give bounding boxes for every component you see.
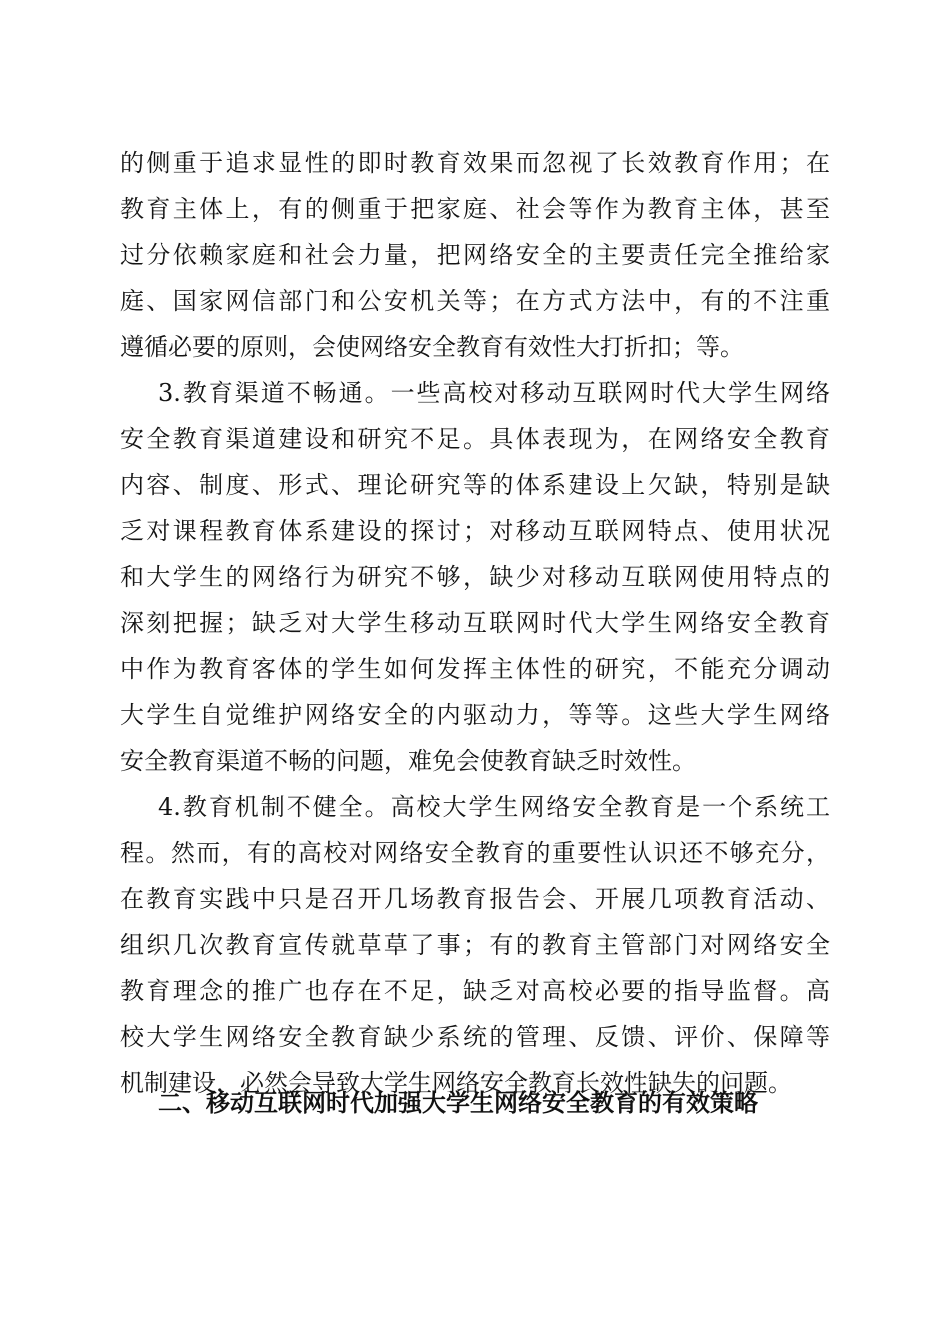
paragraph-line: 乏对课程教育体系建设的探讨；对移动互联网特点、使用状况 xyxy=(120,517,830,545)
paragraph-line: 遵循必要的原则，会使网络安全教育有效性大打折扣；等。 xyxy=(120,333,744,361)
paragraph-line: 的侧重于追求显性的即时教育效果而忽视了长效教育作用；在 xyxy=(120,149,830,177)
paragraph-line: 教育主体上，有的侧重于把家庭、社会等作为教育主体，甚至 xyxy=(120,195,830,223)
paragraph-line: 机制建设，必然会导致大学生网络安全教育长效性缺失的问题。 xyxy=(120,1069,792,1097)
paragraph-line: 中作为教育客体的学生如何发挥主体性的研究，不能充分调动 xyxy=(120,655,830,683)
paragraph-line: 大学生自觉维护网络安全的内驱动力，等等。这些大学生网络 xyxy=(120,701,830,729)
body-text xyxy=(120,140,830,1106)
paragraph-line: 教育理念的推广也存在不足，缺乏对高校必要的指导监督。高 xyxy=(120,977,830,1005)
paragraph-line: 组织几次教育宣传就草草了事；有的教育主管部门对网络安全 xyxy=(120,931,830,959)
paragraph-line: 校大学生网络安全教育缺少系统的管理、反馈、评价、保障等 xyxy=(120,1023,830,1051)
paragraph-line: 在教育实践中只是召开几场教育报告会、开展几项教育活动、 xyxy=(120,885,830,913)
paragraph-line: 过分依赖家庭和社会力量，把网络安全的主要责任完全推给家 xyxy=(120,241,830,269)
paragraph-line: 4.教育机制不健全。高校大学生网络安全教育是一个系统工 xyxy=(158,793,830,821)
paragraph-2 xyxy=(120,370,830,784)
paragraph-line: 和大学生的网络行为研究不够，缺少对移动互联网使用特点的 xyxy=(120,563,830,591)
paragraph-line: 深刻把握；缺乏对大学生移动互联网时代大学生网络安全教育 xyxy=(120,609,830,637)
paragraph-line: 安全教育渠道建设和研究不足。具体表现为，在网络安全教育 xyxy=(120,425,830,453)
paragraph-line: 3.教育渠道不畅通。一些高校对移动互联网时代大学生网络 xyxy=(158,379,830,407)
paragraph-line: 安全教育渠道不畅的问题，难免会使教育缺乏时效性。 xyxy=(120,747,696,775)
paragraph-line: 庭、国家网信部门和公安机关等；在方式方法中，有的不注重 xyxy=(120,287,830,315)
section-heading: 二、移动互联网时代加强大学生网络安全教育的有效策略 xyxy=(158,1089,758,1117)
paragraph-1 xyxy=(120,140,830,370)
paragraph-line: 程。然而，有的高校对网络安全教育的重要性认识还不够充分， xyxy=(120,839,830,867)
paragraph-3 xyxy=(120,784,830,1106)
paragraph-line: 内容、制度、形式、理论研究等的体系建设上欠缺，特别是缺 xyxy=(120,471,830,499)
